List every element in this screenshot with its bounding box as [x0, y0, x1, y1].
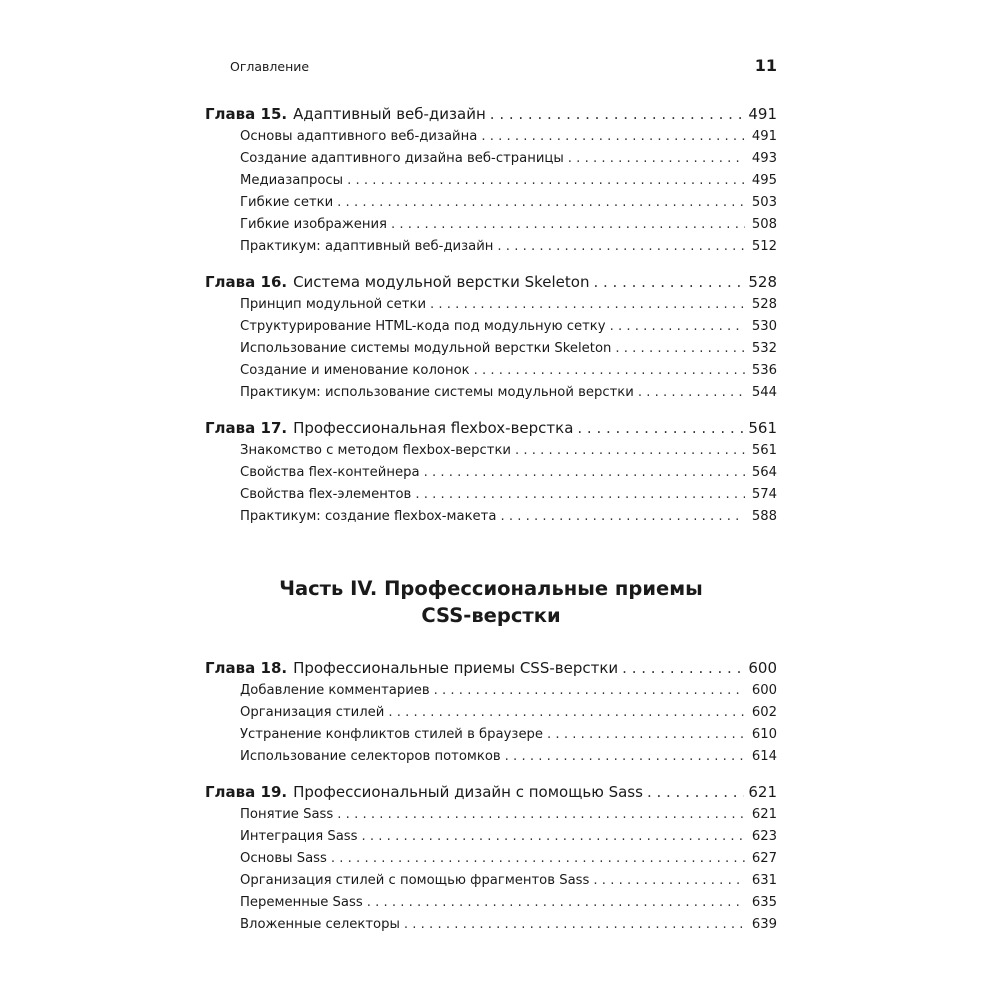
- section-page-number: 503: [751, 195, 777, 210]
- dot-leader: [331, 848, 745, 870]
- section-entry[interactable]: [205, 170, 777, 192]
- section-entry[interactable]: [205, 440, 777, 462]
- dot-leader: [391, 214, 745, 236]
- section-title: Переменные Sass: [240, 895, 363, 910]
- chapter: [205, 417, 777, 528]
- section-entry[interactable]: [205, 680, 777, 702]
- section-title: Знакомство с методом flexbox-верстки: [240, 443, 511, 458]
- section-title: Практикум: использование системы модульной верстки: [240, 385, 634, 400]
- dot-leader: [615, 338, 745, 360]
- section-page-number: 627: [751, 851, 777, 866]
- section-title: Организация стилей с помощью фрагментов Sass: [240, 873, 590, 888]
- chapter-entry[interactable]: [205, 271, 777, 294]
- section-page-number: 564: [751, 465, 777, 480]
- chapter-entry[interactable]: [205, 417, 777, 440]
- chapter-page-number: 491: [748, 105, 777, 123]
- section-title: Принцип модульной сетки: [240, 297, 427, 312]
- section-page-number: 614: [751, 749, 777, 764]
- section-page-number: 544: [751, 385, 777, 400]
- chapter-title: Профессиональный дизайн с помощью Sass: [293, 783, 643, 801]
- section-entry[interactable]: [205, 724, 777, 746]
- dot-leader: [415, 484, 745, 506]
- section-entry[interactable]: [205, 462, 777, 484]
- section-page-number: 602: [751, 705, 777, 720]
- dot-leader: [362, 826, 745, 848]
- dot-leader: [434, 680, 745, 702]
- section-page-number: 495: [751, 173, 777, 188]
- section-page-number: 508: [751, 217, 777, 232]
- table-of-contents: [205, 103, 777, 949]
- chapter-page-number: 528: [748, 273, 777, 291]
- dot-leader: [347, 170, 745, 192]
- chapter-label: Глава 19.: [205, 783, 288, 801]
- dot-leader: [500, 506, 745, 528]
- dot-leader: [647, 781, 744, 804]
- chapter-title: Адаптивный веб-дизайн: [293, 105, 486, 123]
- section-page-number: 574: [751, 487, 777, 502]
- section-entry[interactable]: [205, 892, 777, 914]
- section-page-number: 491: [751, 129, 777, 144]
- section-page-number: 512: [751, 239, 777, 254]
- section-entry[interactable]: [205, 848, 777, 870]
- dot-leader: [622, 657, 744, 680]
- section-entry[interactable]: [205, 236, 777, 258]
- section-page-number: 610: [751, 727, 777, 742]
- section-page-number: 530: [751, 319, 777, 334]
- chapter-label: Глава 16.: [205, 273, 288, 291]
- section-entry[interactable]: [205, 338, 777, 360]
- section-entry[interactable]: [205, 148, 777, 170]
- dot-leader: [367, 892, 745, 914]
- section-page-number: 588: [751, 509, 777, 524]
- page-number: 11: [754, 56, 777, 75]
- section-entry[interactable]: [205, 360, 777, 382]
- chapter-page-number: 621: [748, 783, 777, 801]
- section-page-number: 528: [751, 297, 777, 312]
- section-entry[interactable]: [205, 702, 777, 724]
- section-title: Практикум: адаптивный веб-дизайн: [240, 239, 494, 254]
- section-title: Свойства flex-контейнера: [240, 465, 420, 480]
- dot-leader: [424, 462, 745, 484]
- section-title: Структурирование HTML-кода под модульную сетку: [240, 319, 606, 334]
- section-entry[interactable]: [205, 804, 777, 826]
- section-page-number: 635: [751, 895, 777, 910]
- dot-leader: [474, 360, 745, 382]
- section-entry[interactable]: [205, 914, 777, 936]
- chapter-entry[interactable]: [205, 781, 777, 804]
- chapter: [205, 271, 777, 404]
- section-page-number: 631: [751, 873, 777, 888]
- section-title: Организация стилей: [240, 705, 385, 720]
- dot-leader: [638, 382, 745, 404]
- dot-leader: [568, 148, 745, 170]
- dot-leader: [497, 236, 745, 258]
- chapter-entry[interactable]: [205, 103, 777, 126]
- section-entry[interactable]: [205, 506, 777, 528]
- section-title: Основы адаптивного веб-дизайна: [240, 129, 478, 144]
- section-page-number: 600: [751, 683, 777, 698]
- dot-leader: [388, 702, 745, 724]
- page-header: [230, 56, 777, 80]
- chapter-label: Глава 17.: [205, 419, 288, 437]
- dot-leader: [577, 417, 744, 440]
- section-entry[interactable]: [205, 484, 777, 506]
- section-title: Использование системы модульной верстки Skeleton: [240, 341, 612, 356]
- chapter-label: Глава 18.: [205, 659, 288, 677]
- section-page-number: 536: [751, 363, 777, 378]
- dot-leader: [337, 804, 745, 826]
- dot-leader: [515, 440, 745, 462]
- section-title: Гибкие сетки: [240, 195, 334, 210]
- chapter-label: Глава 15.: [205, 105, 288, 123]
- dot-leader: [404, 914, 745, 936]
- section-title: Свойства flex-элементов: [240, 487, 412, 502]
- dot-leader: [610, 316, 745, 338]
- chapters-after-part: [205, 657, 777, 936]
- section-title: Интеграция Sass: [240, 829, 358, 844]
- chapter-page-number: 600: [748, 659, 777, 677]
- section-title: Основы Sass: [240, 851, 327, 866]
- section-title: Создание и именование колонок: [240, 363, 470, 378]
- chapters-before-part: [205, 103, 777, 528]
- running-title: Оглавление: [230, 59, 310, 74]
- section-entry[interactable]: [205, 192, 777, 214]
- section-title: Понятие Sass: [240, 807, 334, 822]
- dot-leader: [481, 126, 745, 148]
- part-heading-line1: Часть IV. Профессиональные приемы: [279, 577, 703, 600]
- chapter-page-number: 561: [748, 419, 777, 437]
- chapter: [205, 657, 777, 768]
- dot-leader: [490, 103, 745, 126]
- chapter-title: Профессиональные приемы CSS-верстки: [293, 659, 619, 677]
- section-entry[interactable]: [205, 826, 777, 848]
- section-title: Создание адаптивного дизайна веб-страницы: [240, 151, 564, 166]
- section-title: Устранение конфликтов стилей в браузере: [240, 727, 544, 742]
- dot-leader: [547, 724, 745, 746]
- section-entry[interactable]: [205, 746, 777, 768]
- chapter-title: Профессиональная flexbox-верстка: [293, 419, 574, 437]
- part-heading: [205, 575, 777, 629]
- section-entry[interactable]: [205, 214, 777, 236]
- chapter: [205, 781, 777, 936]
- part-heading-line2: CSS-верстки: [421, 604, 561, 627]
- section-page-number: 623: [751, 829, 777, 844]
- section-entry[interactable]: [205, 870, 777, 892]
- section-entry[interactable]: [205, 126, 777, 148]
- section-title: Использование селекторов потомков: [240, 749, 501, 764]
- section-entry[interactable]: [205, 294, 777, 316]
- section-entry[interactable]: [205, 316, 777, 338]
- chapter-entry[interactable]: [205, 657, 777, 680]
- section-title: Вложенные селекторы: [240, 917, 400, 932]
- section-entry[interactable]: [205, 382, 777, 404]
- dot-leader: [430, 294, 745, 316]
- dot-leader: [337, 192, 745, 214]
- chapter-title: Система модульной верстки Skeleton: [293, 273, 590, 291]
- chapter: [205, 103, 777, 258]
- section-page-number: 532: [751, 341, 777, 356]
- section-page-number: 493: [751, 151, 777, 166]
- section-page-number: 639: [751, 917, 777, 932]
- section-title: Практикум: создание flexbox-макета: [240, 509, 497, 524]
- section-title: Добавление комментариев: [240, 683, 430, 698]
- section-title: Гибкие изображения: [240, 217, 387, 232]
- section-page-number: 561: [751, 443, 777, 458]
- section-page-number: 621: [751, 807, 777, 822]
- dot-leader: [593, 271, 744, 294]
- dot-leader: [505, 746, 745, 768]
- section-title: Медиазапросы: [240, 173, 344, 188]
- dot-leader: [593, 870, 745, 892]
